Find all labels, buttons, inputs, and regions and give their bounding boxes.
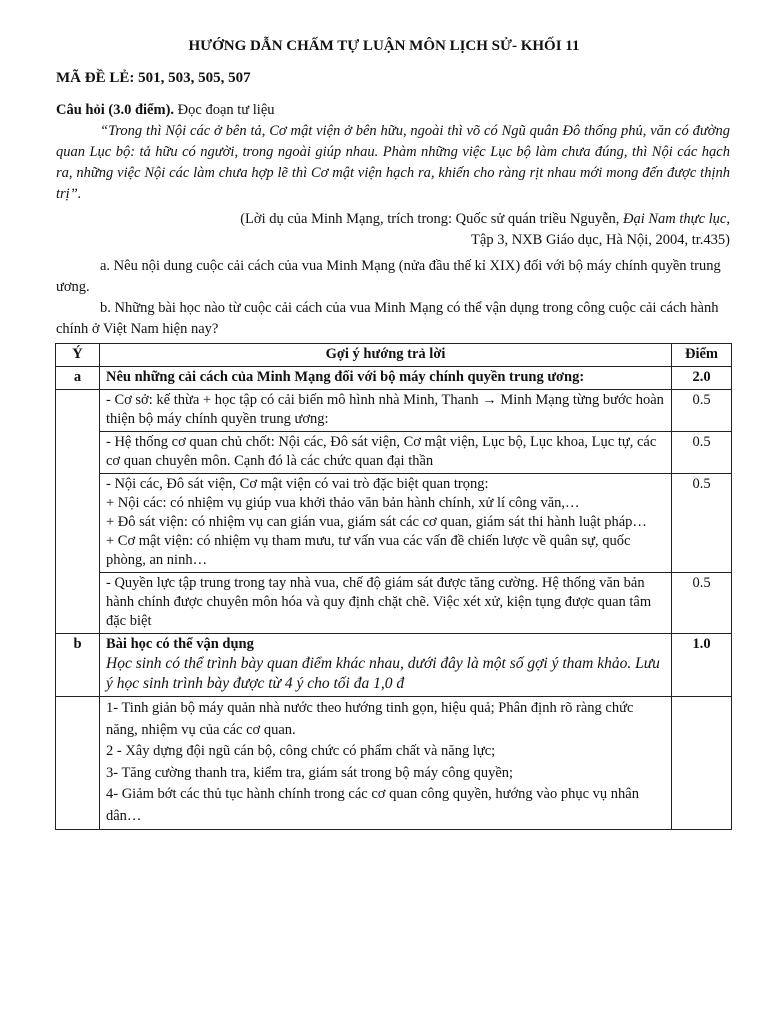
table-row: [56, 697, 732, 830]
table-row: [56, 432, 732, 474]
section-b-points: 1.0: [672, 634, 732, 697]
header-item: Ý: [56, 344, 100, 367]
answer-cell: - Cơ sở: kế thừa + học tập có cải biến mô hình nhà Minh, Thanh → Minh Mạng từng bước hoàn thiện bộ máy chính quyền trung ương:: [100, 390, 672, 432]
lesson-item: 4- Giảm bớt các thủ tục hành chính trong các cơ quan công quyền, hướng vào phục vụ nhân dân…: [106, 786, 639, 824]
lesson-item: 3- Tăng cường thanh tra, kiểm tra, giám sát trong bộ máy công quyền;: [106, 764, 514, 781]
table-row: [56, 390, 732, 432]
quote-source: [56, 209, 730, 251]
section-a-heading: Nêu những cải cách của Minh Mạng đối với bộ máy chính quyền trung ương:: [100, 367, 672, 390]
source-publication: Tập 3, NXB Giáo dục, Hà Nội, 2004, tr.435): [471, 232, 730, 248]
empty-points-cell: [672, 697, 732, 830]
answer-line: - Nội các, Đô sát viện, Cơ mật viện có vai trò đặc biệt quan trọng:: [106, 476, 489, 492]
section-b-note: Học sinh có thể trình bày quan điểm khác nhau, dưới đây là một số gợi ý tham khảo. Lưu ý học sinh trình bày được từ 4 ý cho tối đa 1,0 đ: [106, 655, 660, 692]
answer-line: + Đô sát viện: có nhiệm vụ can gián vua, giám sát các cơ quan, giám sát thi hành luật pháp…: [106, 514, 647, 530]
lessons-cell: [100, 697, 672, 830]
answer-line: + Nội các: có nhiệm vụ giúp vua khởi thảo văn bản hành chính, xử lí công văn,…: [106, 495, 580, 511]
source-book-title: Đại Nam thực lục: [623, 211, 727, 227]
question-instruction: Đọc đoạn tư liệu: [174, 102, 275, 118]
answer-cell: - Hệ thống cơ quan chủ chốt: Nội các, Đô sát viện, Cơ mật viện, Lục bộ, Lục khoa, Lục tự, các cơ quan chuyên môn. Cạnh đó là các chức quan đại thần: [100, 432, 672, 474]
section-b-row: [56, 634, 732, 697]
section-b-heading: Bài học có thể vận dụng: [106, 636, 254, 652]
source-quote: “Trong thì Nội các ở bên tả, Cơ mật viện ở bên hữu, ngoài thì võ có Ngũ quân Đô thống phủ, văn có đường quan Lục bộ: tả hữu có người, trong ngoài giúp nhau. Phàm những việc Lục bộ làm chưa đúng, thì Nội các hạch ra, những việc Nội các làm chưa hợp lẽ thì Cơ mật viện hạch ra, khiến cho ràng rịt nhau mới mong đến được thịnh trị”.: [56, 123, 730, 202]
section-b-label: b: [56, 634, 100, 697]
lesson-item: 1- Tinh giản bộ máy quản nhà nước theo hướng tinh gọn, hiệu quả; Phân định rõ ràng chức năng, nhiệm vụ của các cơ quan.: [106, 700, 634, 738]
grading-table: [55, 343, 732, 830]
task-a: a. Nêu nội dung cuộc cải cách của vua Minh Mạng (nửa đầu thế kỉ XIX) đối với bộ máy chính quyền trung ương.: [56, 258, 721, 295]
table-header-row: [56, 344, 732, 367]
question-label: Câu hỏi (3.0 điểm).: [56, 102, 175, 118]
source-separator: ,: [726, 211, 730, 227]
lesson-item: 2 - Xây dựng đội ngũ cán bộ, công chức có phẩm chất và năng lực;: [106, 743, 496, 759]
answer-line: + Cơ mật viện: có nhiệm vụ tham mưu, tư vấn vua các vấn đề chiến lược về quân sự, quốc phòng, an ninh…: [106, 533, 631, 568]
section-a-points: 2.0: [672, 367, 732, 390]
section-b-heading-cell: [100, 634, 672, 697]
empty-cell: [56, 697, 100, 830]
points-cell: 0.5: [672, 474, 732, 573]
task-b: b. Những bài học nào từ cuộc cải cách của vua Minh Mạng có thể vận dụng trong công cuộc cải cách hành chính ở Việt Nam hiện nay?: [56, 300, 719, 337]
points-cell: 0.5: [672, 432, 732, 474]
exam-codes: MÃ ĐỀ LẺ: 501, 503, 505, 507: [56, 70, 251, 86]
header-points: Điểm: [672, 344, 732, 367]
points-cell: 0.5: [672, 390, 732, 432]
empty-cell: [56, 390, 100, 634]
points-cell: 0.5: [672, 573, 732, 634]
header-answer: Gợi ý hướng trả lời: [100, 344, 672, 367]
table-row: [56, 573, 732, 634]
source-text: (Lời dụ của Minh Mạng, trích trong: Quốc sử quán triều Nguyễn,: [240, 211, 624, 227]
question-heading: [56, 100, 730, 121]
table-row: [56, 474, 732, 573]
answer-cell: [100, 474, 672, 573]
answer-cell: - Quyền lực tập trung trong tay nhà vua, chế độ giám sát được tăng cường. Hệ thống văn bản hành chính được chuyên môn hóa và quy định chặt chẽ. Việc xét xử, kiện tụng được quan tâm đặc biệt: [100, 573, 672, 634]
document-title: HƯỚNG DẪN CHẤM TỰ LUẬN MÔN LỊCH SỬ- KHỐI 11: [188, 38, 580, 54]
section-a-row: [56, 367, 732, 390]
section-a-label: a: [56, 367, 100, 390]
